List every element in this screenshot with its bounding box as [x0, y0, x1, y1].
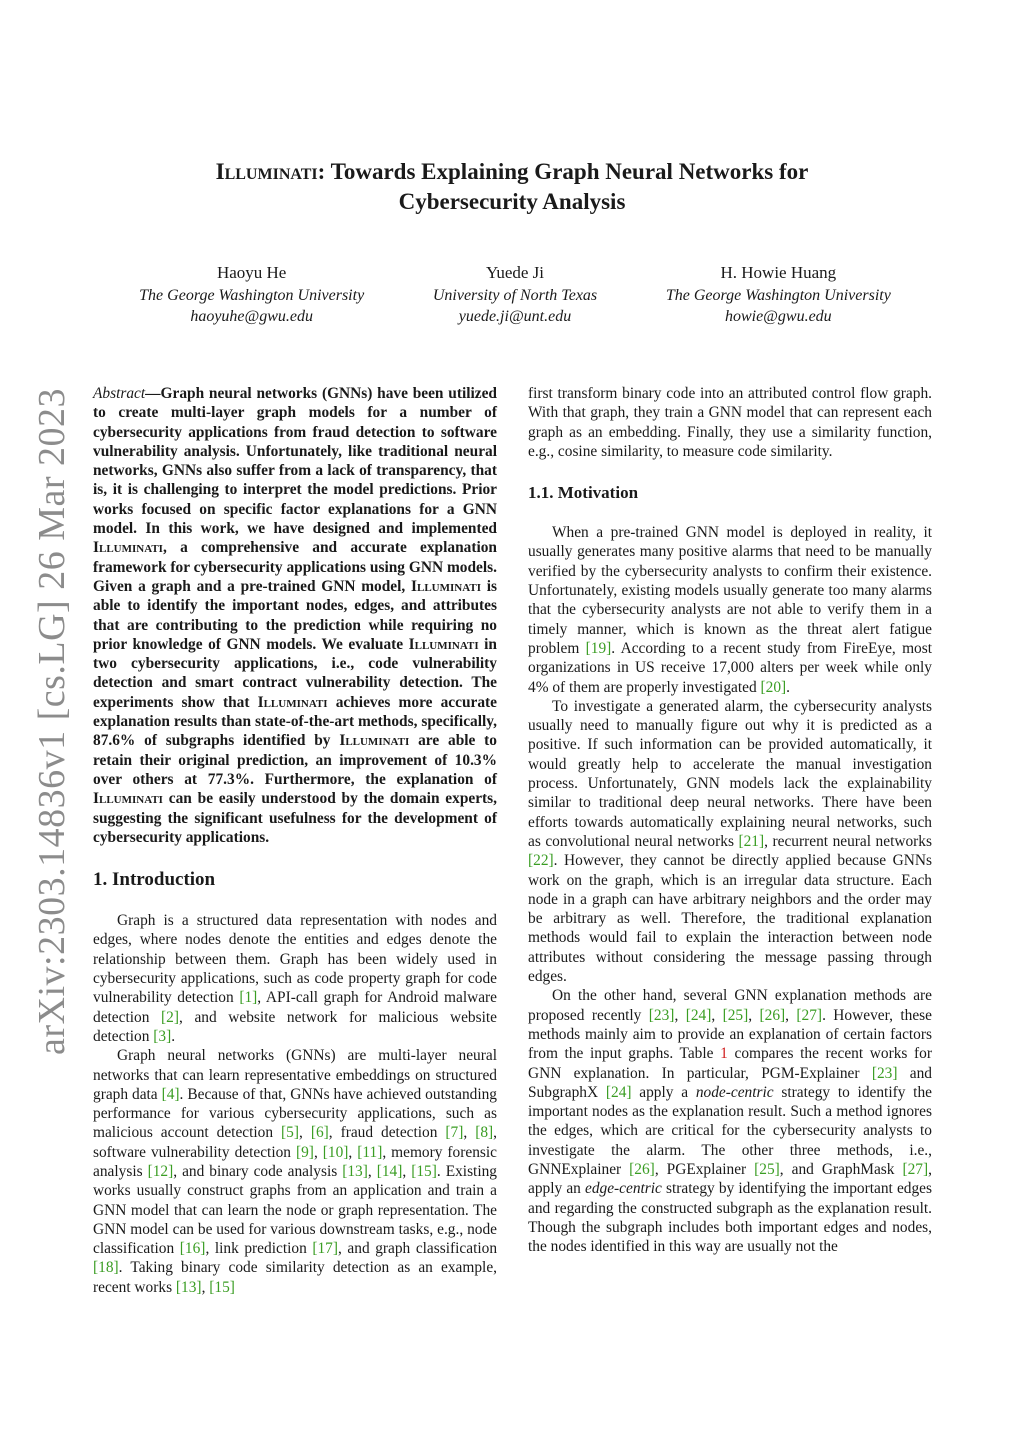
citation-link[interactable]: [24]: [605, 1083, 632, 1101]
subsection-heading-motivation: 1.1. Motivation: [528, 483, 639, 503]
citation-link[interactable]: [23]: [648, 1006, 675, 1024]
body-text: Graph neural networks (GNNs) are multi-layer neural networks that can learn representative embeddings on structured graph data: [93, 1047, 497, 1103]
right-column: [528, 384, 932, 1256]
body-text: . According to a recent study from FireEye, most organizations in US receive 17,000 alters per week while only 4% of them are properly investigated: [528, 639, 932, 696]
citation-link[interactable]: [11]: [357, 1143, 383, 1161]
citation-link[interactable]: [5]: [281, 1124, 299, 1142]
author-email: yuede.ji@unt.edu: [458, 308, 572, 325]
body-text: strategy to identify the important nodes as the explanation result. Such a method ignores the edges, which are critical for the cybersecurity analysts to investigate the alarm. The other three methods, i.e., GNNExplainer: [528, 1083, 932, 1178]
citation-link[interactable]: [15]: [209, 1278, 235, 1296]
abstract: [93, 384, 497, 847]
body-text: , software vulnerability detection: [93, 1124, 497, 1161]
author-name: Haoyu He: [216, 263, 287, 282]
citation-link[interactable]: [13]: [175, 1278, 202, 1296]
body-text: . Existing works usually construct graphs from an application and train a GNN model that can learn the node or graph representation. The GNN model can be used for various downstream tasks, e.g., node classification: [93, 1162, 497, 1258]
abstract-text: is able to identify the important nodes, edges, and attributes that are contributing to the prediction while requiring no prior knowledge of GNN models. We evaluate: [93, 577, 497, 653]
body-text: Graph is a structured data representation with nodes and edges, where nodes denote the entities and edges denote the relationship between them. Graph has been widely used in cybersecurity applications, such as code property graph for code vulnerability detection: [93, 912, 497, 1007]
citation-link[interactable]: [10]: [322, 1143, 349, 1161]
body-text: apply a: [631, 1083, 696, 1101]
body-text: . Because of that, GNNs have achieved outstanding performance for various cybersecurity applications, such as malicious account detection: [93, 1085, 497, 1142]
author-affiliation: The George Washington University: [139, 287, 365, 304]
body-text: compares the recent works for GNN explanation. In particular, PGM-Explainer: [528, 1045, 932, 1082]
system-name: Illuminati: [408, 635, 479, 653]
citation-link[interactable]: [26]: [759, 1006, 786, 1024]
citation-link[interactable]: [26]: [629, 1160, 655, 1178]
system-name: Illuminati: [93, 790, 163, 808]
citation-link[interactable]: [19]: [585, 639, 612, 657]
body-text: .: [786, 678, 791, 696]
author-block: [120, 262, 910, 327]
citation-link[interactable]: [13]: [342, 1162, 368, 1180]
body-text: strategy by identifying the important edges and regarding the constructed subgraph as the explanation result. Though the subgraph includes both important edges and nodes, the nodes identified in this way are usually not the: [528, 1180, 933, 1256]
left-column: [93, 384, 497, 1297]
abstract-text: achieves more accurate explanation results than state-of-the-art methods, specifically, 87.6% of subgraphs identified by: [93, 693, 497, 750]
abstract-text: are able to retain their original prediction, an improvement of 10.3% over others at 77.3%. Furthermore, the explanation of: [93, 732, 497, 788]
citation-link[interactable]: [2]: [161, 1008, 179, 1026]
body-text: , PGExplainer: [654, 1160, 755, 1178]
citation-link[interactable]: [9]: [295, 1143, 314, 1161]
body-text: On the other hand, several GNN explanation methods are proposed recently: [528, 987, 932, 1024]
citation-link[interactable]: [1]: [239, 989, 258, 1007]
body-text: .: [171, 1027, 176, 1045]
title-line-2: Cybersecurity Analysis: [398, 189, 626, 214]
abstract-text: can be easily understood by the domain experts, suggesting the significant usefulness for the development of cybersecurity applications.: [93, 790, 497, 846]
author-name: Yuede Ji: [485, 263, 545, 282]
title-system-name: Illuminati: [215, 159, 318, 184]
intro-paragraph-continued: first transform binary code into an attributed control flow graph. With that graph, they train a GNN model that can represent each graph as an embedding. Finally, they use a similarity function, e.g., cosine similarity, to measure code similarity.: [528, 385, 932, 460]
citation-link[interactable]: [4]: [161, 1085, 180, 1103]
abstract-label: Abstract: [93, 385, 146, 402]
system-name: Illuminati: [411, 577, 481, 595]
citation-link[interactable]: [24]: [685, 1006, 712, 1024]
citation-link[interactable]: [25]: [754, 1160, 780, 1178]
citation-link[interactable]: [25]: [722, 1006, 749, 1024]
intro-paragraph-1: [93, 911, 497, 1046]
motivation-paragraph-3: On the other hand, several GNN explanation methods are proposed recently [23], [24], [25], [26], [27]. However, these methods mainly aim to provide an explanation of certain factors from the input graphs. Table 1 compares the recent works for GNN explanation. In particular, PGM-Explainer [23] and SubgraphX [24] apply a node-centric strategy to identify the important nodes as the explanation result. Such a method ignores the edges, which are critical for the cybersecurity analysts to investigate the alarm. The other three methods, i.e., GNNExplainer [26], PGExplainer [25], and GraphMask [27], apply an edge-centric strategy by identifying the important edges and regarding the constructed subgraph as the explanation result. Though the subgraph includes both important edges and nodes, the nodes identified in this way are usually not the: [528, 987, 933, 1256]
author-affiliation: University of North Texas: [432, 287, 598, 304]
system-name: Illuminati: [93, 539, 163, 557]
intro-paragraph-2: Graph neural networks (GNNs) are multi-layer neural networks that can learn representative embeddings on structured graph data [4]. Because of that, GNNs have achieved outstanding performance for various cybersecurity applications, such as malicious account detection [5], [6], fraud detection [7], [8], software vulnerability detection [9], [10], [11], memory forensic analysis [12], and binary code analysis [13], [14], [15]. Existing works usually construct graphs from an application and train a GNN model that can learn the node or graph representation. The GNN model can be used for various downstream tasks, e.g., node classification [16], link prediction [17], and graph classification [18]. Taking binary code similarity detection as an example, recent works [13], [15]: [93, 1047, 498, 1296]
body-text: , and website network for malicious website detection: [93, 1008, 497, 1045]
citation-link[interactable]: [3]: [153, 1027, 172, 1045]
body-text: To investigate a generated alarm, the cybersecurity analysts usually need to manually figure out why it is predicted as a positive. If such information can be provided automatically, it would greatly help to accelerate the manual investigation process. Unfortunately, GNN models lack the explainability similar to traditional deep neural networks. There have been efforts towards automatically explaining neural networks, such as convolutional neural networks: [528, 697, 932, 850]
citation-link[interactable]: [7]: [445, 1124, 464, 1142]
citation-link[interactable]: [27]: [902, 1160, 929, 1178]
author-2: [383, 262, 646, 327]
citation-link[interactable]: [15]: [411, 1162, 437, 1180]
citation-link[interactable]: [16]: [179, 1240, 206, 1258]
body-text: ,: [201, 1278, 210, 1296]
citation-link[interactable]: [18]: [93, 1259, 119, 1277]
body-text: , link prediction: [205, 1240, 313, 1258]
title-text: : Towards Explaining Graph Neural Networks for: [317, 159, 809, 184]
abstract-text: , a comprehensive and accurate explanation framework for cybersecurity applications using GNN models. Given a graph and a pre-trained GNN model,: [93, 539, 497, 595]
body-text: , and GraphMask: [779, 1160, 903, 1178]
body-text: , apply an: [528, 1160, 932, 1198]
body-text: , recurrent neural networks: [764, 832, 932, 850]
author-1: [120, 262, 383, 327]
citation-link[interactable]: [12]: [147, 1162, 174, 1180]
abstract-text: —Graph neural networks (GNNs) have been utilized to create multi-layer graph models for a number of cybersecurity applications from fraud detection to software vulnerability analysis. Unfortunately, like traditional neural networks, GNNs also suffer from a lack of transparency, that is, it is challenging to interpret the model predictions. Prior works focused on specific factor explanations for a GNN model. In this work, we have designed and implemented: [93, 385, 497, 538]
citation-link[interactable]: [23]: [871, 1064, 898, 1082]
paper-title: [0, 157, 1024, 217]
abstract-text: in two cybersecurity applications, i.e., code vulnerability detection and smart contract vulnerability detection. The experiments show that: [93, 635, 497, 711]
author-3: [647, 262, 910, 327]
motivation-paragraph-1: [528, 523, 932, 697]
body-text: , fraud detection: [328, 1124, 446, 1142]
author-email: howie@gwu.edu: [724, 308, 832, 325]
emphasis-text: node-centric: [695, 1083, 774, 1101]
body-text: When a pre-trained GNN model is deployed in reality, it usually generates many positive alarms that need to be manually verified by the cybersecurity analysts to confirm their existence. Unfortunately, existing models usually generate too many alarms that the cybersecurity analysts are not able to verify them in a timely manner, which is known as the threat alert fatigue problem: [528, 524, 932, 657]
author-email: haoyuhe@gwu.edu: [190, 308, 314, 325]
author-affiliation: The George Washington University: [665, 287, 891, 304]
body-text: . However, these methods mainly aim to provide an explanation of certain factors from the input graphs. Table: [528, 1006, 932, 1063]
citation-link[interactable]: [20]: [760, 678, 787, 696]
citation-link[interactable]: [14]: [376, 1162, 403, 1180]
citation-link[interactable]: [8]: [475, 1124, 494, 1142]
emphasis-text: edge-centric: [584, 1180, 662, 1198]
arxiv-stamp: arXiv:2303.14836v1 [cs.LG] 26 Mar 2023: [31, 387, 73, 1055]
body-text: and SubgraphX: [528, 1064, 932, 1101]
body-text: , and graph classification: [338, 1240, 498, 1258]
body-text: , API-call graph for Android malware detection: [93, 989, 498, 1026]
citation-link[interactable]: [22]: [528, 852, 554, 870]
motivation-paragraph-2: [528, 697, 932, 986]
system-name: Illuminati: [339, 732, 410, 750]
body-text: , and binary code analysis: [173, 1162, 343, 1180]
body-text: , memory forensic analysis: [93, 1143, 497, 1180]
author-name: H. Howie Huang: [720, 263, 837, 282]
citation-link[interactable]: [21]: [738, 832, 765, 850]
body-text: . Taking binary code similarity detection as an example, recent works: [93, 1259, 497, 1296]
system-name: Illuminati: [257, 693, 328, 711]
citation-link[interactable]: [27]: [796, 1006, 823, 1024]
citation-link[interactable]: [6]: [310, 1124, 329, 1142]
section-heading-introduction: 1. Introduction: [93, 869, 216, 891]
citation-link[interactable]: [17]: [312, 1240, 338, 1258]
body-text: . However, they cannot be directly applied because GNNs work on the graph, which is an irregular data structure. Each node in a graph can have arbitrary neighbors and the order may be arbitrary as well. Therefore, the traditional explanation methods would fail to explain the interaction between node attributes without considering the message passing through edges.: [528, 852, 932, 986]
table-reference-link[interactable]: 1: [720, 1045, 728, 1063]
